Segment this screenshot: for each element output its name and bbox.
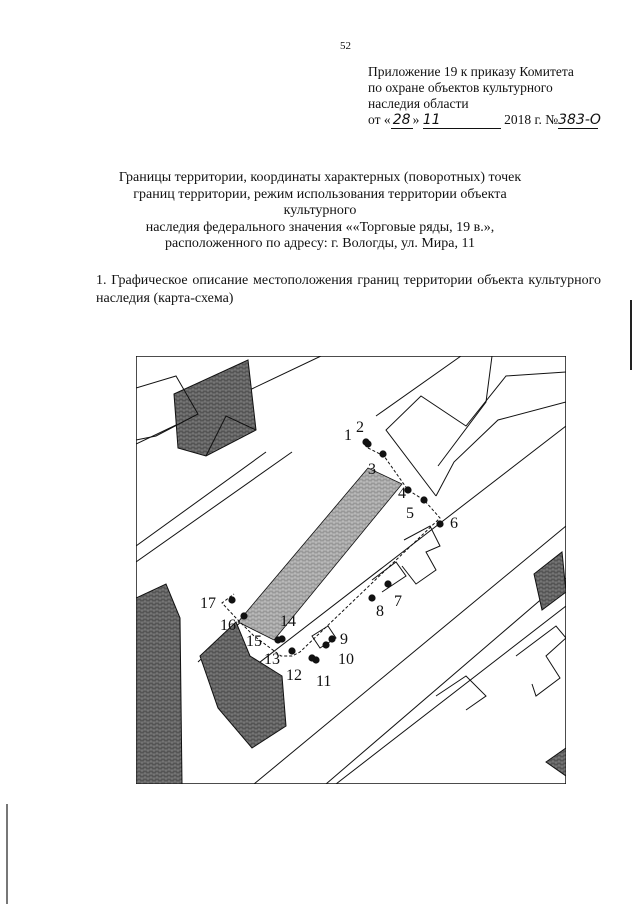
point-label-11: 11 <box>316 673 332 690</box>
appendix-line-1: Приложение 19 к приказу Комитета <box>368 64 574 79</box>
boundary-point-6 <box>436 520 443 527</box>
point-label-12: 12 <box>286 667 302 684</box>
document-number: 383-О <box>558 112 601 128</box>
boundary-point-9 <box>328 635 335 642</box>
boundary-point-2 <box>364 440 371 447</box>
appendix-line-3: наследия области <box>368 96 469 111</box>
date-month: 11 <box>423 112 501 129</box>
point-label-6: 6 <box>450 515 458 532</box>
title-line-2: границ территории, режим использования территории объекта культурного <box>133 186 507 218</box>
scan-edge-mark-left <box>6 804 8 904</box>
boundary-point-15 <box>274 636 281 643</box>
map-svg <box>136 356 566 784</box>
appendix-header <box>368 64 618 129</box>
date-day: 28 <box>391 112 413 129</box>
appendix-date-line <box>368 112 618 129</box>
point-label-7: 7 <box>394 593 402 610</box>
boundary-point-10 <box>322 641 329 648</box>
title-line-4: расположенного по адресу: г. Вологды, ул. Мира, 11 <box>165 236 475 251</box>
boundary-point-13 <box>288 647 295 654</box>
page-number: 52 <box>340 40 351 52</box>
map-scheme <box>136 356 566 784</box>
appendix-line-2: по охране объектов культурного <box>368 80 553 95</box>
date-sep: » <box>412 112 420 127</box>
boundary-point-17 <box>228 596 235 603</box>
point-label-13: 13 <box>264 651 280 668</box>
point-label-9: 9 <box>340 631 348 648</box>
point-label-16: 16 <box>220 617 236 634</box>
point-label-3: 3 <box>368 461 376 478</box>
point-label-4: 4 <box>398 485 406 502</box>
point-label-1: 1 <box>344 427 352 444</box>
point-label-10: 10 <box>338 651 354 668</box>
boundary-point-7 <box>384 580 391 587</box>
point-label-17: 17 <box>200 595 216 612</box>
section-1-heading: 1. Графическое описание местоположения границ территории объекта культурного наследия (карта-схема) <box>96 273 601 306</box>
title-line-1: Границы территории, координаты характерных (поворотных) точек <box>118 170 522 185</box>
boundary-point-3 <box>379 450 386 457</box>
point-label-14: 14 <box>280 613 296 630</box>
scan-edge-mark <box>630 300 632 370</box>
point-label-8: 8 <box>376 603 384 620</box>
date-year: 2018 г. № <box>504 112 559 127</box>
point-label-2: 2 <box>356 419 364 436</box>
point-label-5: 5 <box>406 505 414 522</box>
boundary-point-16 <box>240 612 247 619</box>
point-label-15: 15 <box>246 633 262 650</box>
boundary-point-12 <box>308 654 315 661</box>
document-title <box>100 170 540 253</box>
boundary-point-8 <box>368 594 375 601</box>
date-prefix: от « <box>368 112 391 127</box>
boundary-point-5 <box>420 496 427 503</box>
title-line-3: наследия федерального значения ««Торговые ряды, 19 в.», <box>145 219 495 235</box>
